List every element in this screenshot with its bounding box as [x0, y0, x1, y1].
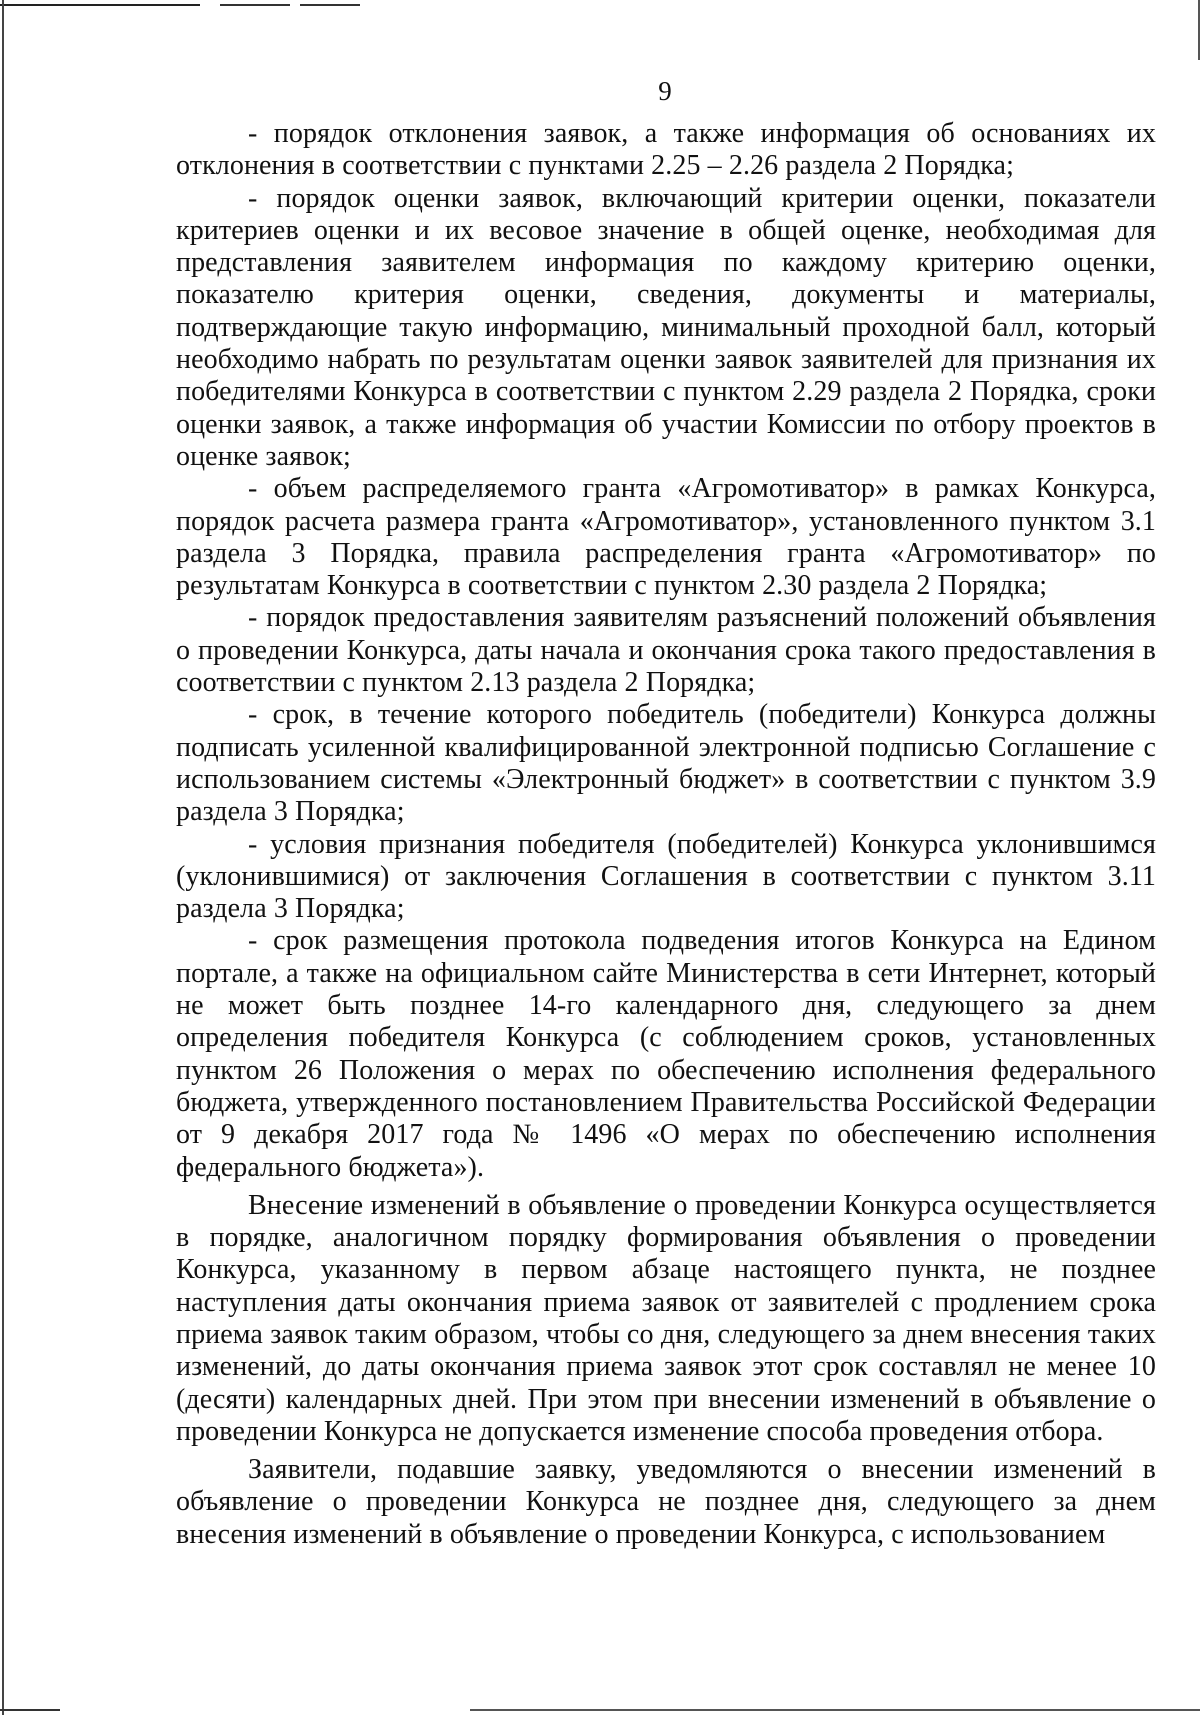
paragraph-applicant-notification: Заявители, подавшие заявку, уведомляются о внесении изменений в объявление о проведении Конкурса не позднее дня, следующего за днем внесения изменений в объявление о проведении Конкурса, с использованием [176, 1454, 1156, 1550]
paragraph-signing-deadline: - срок, в течение которого победитель (победители) Конкурса должны подписать усиленной квалифицированной электронной подписью Соглашение с использованием системы «Электронный бюджет» в соответствии с пунктом 3.9 раздела 3 Порядка; [176, 699, 1156, 828]
paragraph-protocol-deadline: - срок размещения протокола подведения итогов Конкурса на Едином портале, а также на официальном сайте Министерства в сети Интернет, который не может быть позднее 14-го календарного дня, следующего за днем определения победителя Конкурса (с соблюдением сроков, установленных пунктом 26 Положения о мерах по обеспечению исполнения федерального бюджета, утвержденного постановлением Правительства Российской Федерации от 9 декабря 2017 года № 1496 «О мерах по обеспечению исполнения федерального бюджета»). [176, 925, 1156, 1183]
scan-edge-left [2, 0, 4, 1715]
paragraph-grant-volume: - объем распределяемого гранта «Агромотиватор» в рамках Конкурса, порядок расчета размера гранта «Агромотиватор», установленного пунктом 3.1 раздела 3 Порядка, правила распределения гранта «Агромотиватор» по результатам Конкурса в соответствии с пунктом 2.30 раздела 2 Порядка; [176, 473, 1156, 602]
paragraph-rejection-procedure: - порядок отклонения заявок, а также информация об основаниях их отклонения в соответствии с пунктами 2.25 – 2.26 раздела 2 Порядка; [176, 118, 1156, 182]
paragraph-evasion-conditions: - условия признания победителя (победителей) Конкурса уклонившимся (уклонившимися) от заключения Соглашения в соответствии с пунктом 3.11 раздела 3 Порядка; [176, 828, 1156, 925]
paragraph-evaluation-procedure: - порядок оценки заявок, включающий критерии оценки, показатели критериев оценки и их весовое значение в общей оценке, необходимая для представления заявителем информация по каждому критерию оценки, показателю критерия оценки, сведения, документы и материалы, подтверждающие такую информацию, минимальный проходной балл, который необходимо набрать по результатам оценки заявок заявителей для признания их победителями Конкурса в соответствии с пунктом 2.29 раздела 2 Порядка, сроки оценки заявок, а также информация об участии Комиссии по отбору проектов в оценке заявок; [176, 182, 1156, 472]
scan-edge-top [0, 4, 1200, 6]
paragraph-amendments: Внесение изменений в объявление о проведении Конкурса осуществляется в порядке, аналогичном порядку формирования объявления о проведении Конкурса, указанному в первом абзаце настоящего пункта, не позднее наступления даты окончания приема заявок от заявителей с продлением срока приема заявок таким образом, чтобы со дня, следующего за днем внесения таких изменений, до даты окончания приема заявок этот срок составлял не менее 10 (десяти) календарных дней. При этом при внесении изменений в объявление о проведении Конкурса не допускается изменение способа проведения отбора. [176, 1189, 1156, 1447]
page-number: 9 [658, 76, 672, 106]
scan-edge-bottom [0, 1709, 1200, 1711]
document-body [176, 118, 1156, 1551]
paragraph-clarifications: - порядок предоставления заявителям разъяснений положений объявления о проведении Конкурса, даты начала и окончания срока такого предоставления в соответствии с пунктом 2.13 раздела 2 Порядка; [176, 602, 1156, 699]
